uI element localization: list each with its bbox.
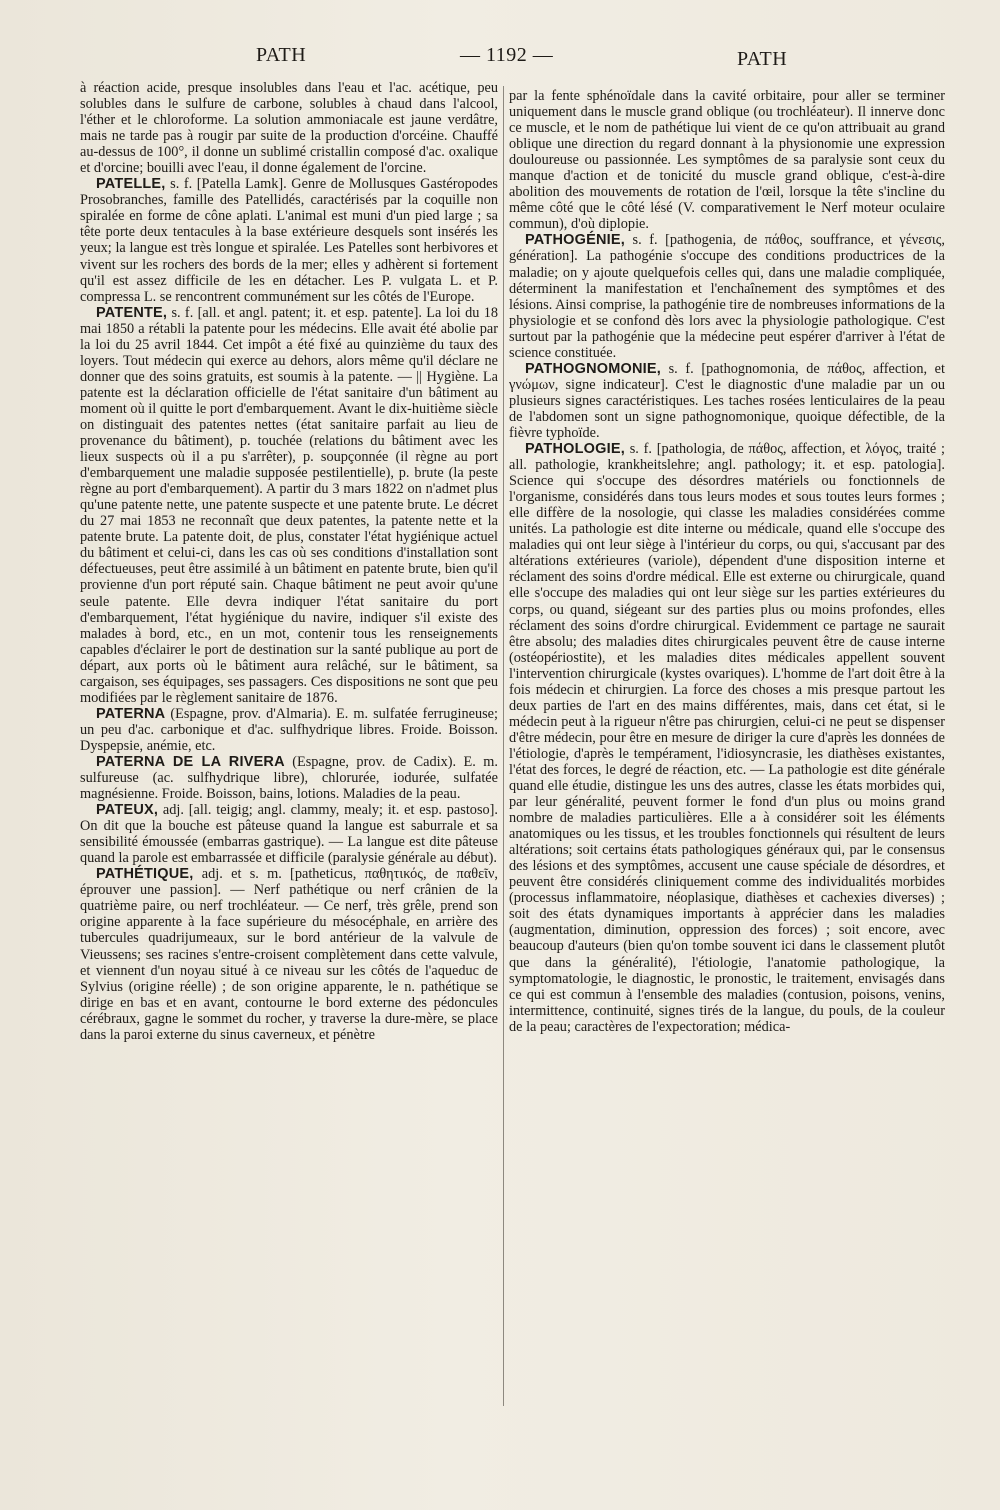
entry-text: (Espagne, prov. de Cadix). E. m. sulfureuse (ac. sulfhydrique libre), chlorurée, iodurée, sulfatée magnésienne. Froide. Boisson, bains, lotions. Maladies de la peau. bbox=[80, 753, 498, 803]
entry-pathognomonie bbox=[509, 361, 945, 441]
headword: PATERNA bbox=[96, 705, 166, 722]
headword: PATERNA DE LA RIVERA bbox=[96, 753, 285, 770]
headword: PATELLE, bbox=[96, 176, 166, 193]
entry-text: s. f. [pathologia, de πάθος, affection, et λόγος, traité ; all. pathologie, krankheitslehre; angl. pathology; it. et esp. patologia]. Science qui s'occupe des désordres matériels ou fonctionnels de l'organisme, considérés dans tous leurs modes et sous toutes leurs formes ; elle diffère de la nosologie, qui classe les maladies considérées comme unités. La pathologie est dite interne ou médicale, quand elle s'occupe des maladies qui ont leur siège à l'intérieur du corps, ou qui, s'accusant par des altérations extérieures (variole), dépendent d'une disposition interne et réclament des soins d'ordre médical. Elle est externe ou chirurgicale, quand elle s'occupe des maladies qui ont leur siège sur les parties extérieures du corps, ou quand, siégeant sur des parties plus ou moins profondes, elles réclament des soins d'ordre chirurgical. Evidemment ce partage ne saurait être absolu; des maladies dites chirurgicales peuvent être de cause interne (ostéopériostite), et les maladies dites médicales appellent souvent l'intervention chirurgicale (kystes ovariques). L'homme de l'art doit être à la fois médecin et chirurgien. La force des choses a mis presque partout les deux parties de l'art en des mains différentes, mais, dans cet état, si le médecin peut à la rigueur n'être pas chirurgien, celui-ci ne peut se dispenser d'être médecin, pour être en mesure de diriger la cure d'après les données de l'étiologie, d'après le tempérament, l'idiosyncrasie, les diathèses existantes, l'état des forces, le degré de réaction, etc. — La pathologie est dite générale quand elle étudie, distingue les uns des autres, classe les états morbides qui, par leur généralité, peuvent former le fond d'un plus ou moins grand nombre de maladies particulières. Elle a à considérer soit les éléments anatomiques ou les tissus, et les troubles fonctionnels qui résultent de leurs altérations; soit certains états pathologiques généraux qui, par le consensus des lésions et des symptômes, accusent une cause spéciale de désordres, et peuvent être considérés cliniquement comme des individualités morbides (processus inflammatoire, néoplasique, diathèses et cachexies diverses) ; soit des états dynamiques importants à apprécier dans les maladies (augmentation, diminution, oppression des forces) ; soit encore, avec beaucoup d'auteurs (bien qu'on tombe souvent ici dans le classement plutôt que dans la généralité), l'étiologie, l'anatomie pathologique, la symptomatologie, le diagnostic, le pronostic, le traitement, envisagés dans ce qui est commun à l'ensemble des maladies (contusion, poisons, venins, intermittence, continuité, signes tirés de la langue, du pouls, de la couleur de la peau; caractères de l'expectoration; médica- bbox=[509, 441, 945, 1035]
entry-patente bbox=[80, 305, 498, 706]
entry-text: s. f. [all. et angl. patent; it. et esp. patente]. La loi du 18 mai 1850 a rétabli la patente pour les médecins. Elle avait été abolie par la loi du 25 avril 1844. Cet impôt a été fixé au quinzième du taux des loyers. Tout médecin qui exerce au dehors, alors même qu'il déclare ne donner que des soins gratuits, est soumis à la patente. — || Hygiène. La patente est la déclaration officielle de l'état sanitaire d'un bâtiment au moment où il quitte le port d'embarquement. Avant le dix-huitième siècle on distinguait des patentes nettes (état sanitaire parfait au lieu de provenance du bâtiment), p. touchée (relations du bâtiment avec les lieux suspects où il a pu s'arrêter), p. soupçonnée (il règne au port d'embarquement une maladie supposée pestilentielle), p. brute (la peste règne au port d'embarquement). A partir du 3 mars 1822 on n'admet plus qu'une patente nette, une patente suspecte et une patente brute. Le décret du 27 mai 1853 ne reconnaît que deux patentes, la patente nette et la patente brute. La patente doit, de plus, constater l'état hygiénique actuel du bâtiment et celui-ci, dans les cas où ses conditions d'installation sont défectueuses, peut être assimilé à un bâtiment en patente brute, bien qu'il provienne d'un port réputé sain. Chaque bâtiment ne peut avoir qu'une seule patente. Elle devra indiquer l'état sanitaire du port d'embarquement, l'état hygiénique du navire, indiquer s'il existe des malades à bord, etc., en un mot, contenir tous les renseignements capables d'éclairer le port de destination sur la santé publique au port de départ, aux ports où le bâtiment aura relâché, sur le bâtiment, sa cargaison, ses équipages, ses passagers. Ces dispositions ne sont que peu modifiées par le règlement sanitaire de 1876. bbox=[80, 304, 499, 706]
column-divider bbox=[503, 86, 504, 1406]
entry-text: s. f. [Patella Lamk]. Genre de Mollusques Gastéropodes Prosobranches, famille des Patellidés, caractérisés par la coquille non spiralée en forme de cône aplati. L'animal est muni d'un pied large ; sa tête porte deux tentacules à la base extérieure desquels sont insérés les yeux; la langue est très longue et spiralée. Les Patelles sont herbivores et vivent sur les rochers des bords de la mer; elles y adhèrent si fortement qu'il est assez difficile de les en détacher. Les P. vulgata L. et P. compressa L. se rencontrent communément sur les côtés de l'Europe. bbox=[80, 176, 498, 305]
entry-pathologie bbox=[509, 441, 945, 1035]
page-number: — 1192 — bbox=[460, 44, 554, 66]
headword: PATENTE, bbox=[96, 304, 168, 321]
entry-pateux bbox=[80, 802, 498, 866]
entry-text: (Espagne, prov. d'Almaria). E. m. sulfatée ferrugineuse; un peu d'ac. carbonique et d'ac. sulfhydrique libres. Froide. Boisson. Dyspepsie, anémie, etc. bbox=[80, 705, 498, 754]
continued-paragraph: à réaction acide, presque insolubles dans l'eau et l'ac. acétique, peu solubles dans le sulfure de carbone, solubles à chaud dans l'alcool, l'éther et le chloroforme. La solution ammoniacale est jaune verdâtre, mais ne tarde pas à rougir par suite de la production d'orcéine. Chauffé au-dessus de 100°, il donne un sublimé cristallin composé d'ac. oxalique et d'orcine; bouilli avec l'eau, il donne également de l'orcine. bbox=[80, 80, 498, 177]
entry-pathogenie bbox=[509, 232, 945, 360]
entry-text: s. f. [pathognomonia, de πάθος, affection, et γνώμων, signe indicateur]. C'est le diagnostic d'une maladie par un ou plusieurs signes caractéristiques. Les taches rosées lenticulaires de la peau de l'abdomen sont un signe pathognomonique, quoique défectible, de la fièvre typhoïde. bbox=[509, 360, 945, 441]
entry-text: adj. et s. m. [patheticus, παθητικός, de παθεῖν, éprouver une passion]. — Nerf pathétique ou nerf crânien de la quatrième paire, ou nerf trochléateur. — Ce nerf, très grêle, prend son origine apparente à la face supérieure du mésocéphale, en arrière des tubercules quadrijumeaux, sur le bord antérieur de la valvule de Vieussens; ses racines s'entre-croisent complètement dans cette valvule, et viennent d'un noyau situé à ce niveau sur les côtés de l'aqueduc de Sylvius (origine réelle) ; de son origine apparente, le n. pathétique se dirige en bas et en avant, contourne le bord externe des pédoncules cérébraux, gagne le sommet du rocher, y traverse la dure-mère, se place dans la paroi externe du sinus caverneux, et pénètre bbox=[80, 866, 498, 1043]
entry-text: adj. [all. teigig; angl. clammy, mealy; it. et esp. pastoso]. On dit que la bouche est pâteuse quand la langue est saburrale et sa sensibilité émoussée (embarras gastrique). — La langue est dite pâteuse quand la parole est embarrassée et difficile (paralysie générale au début). bbox=[80, 802, 498, 867]
left-column bbox=[80, 80, 498, 1043]
entry-paterna bbox=[80, 706, 498, 754]
headword: PATEUX, bbox=[96, 802, 159, 819]
entry-patelle bbox=[80, 176, 498, 304]
entry-text: s. f. [pathogenia, de πάθος, souffrance, et γένεσις, génération]. La pathogénie s'occupe des conditions productrices de la maladie; on y ajoute quelquefois celles qui, dans une maladie compliquée, déterminent la manifestation et l'enchaînement des symptômes et des lésions. Ainsi comprise, la pathogénie tire de nombreuses informations de la physiologie et se confond dès lors avec la physiologie pathologique. C'est surtout par la pathogénie que la médecine peut espérer d'arriver à l'état de science constituée. bbox=[509, 232, 945, 361]
running-head bbox=[0, 44, 1000, 74]
headword: PATHOGÉNIE, bbox=[525, 232, 625, 249]
entry-paterna-de-la-rivera bbox=[80, 754, 498, 802]
headword: PATHÉTIQUE, bbox=[96, 866, 194, 883]
running-head-left: PATH bbox=[256, 44, 307, 66]
entry-pathetique bbox=[80, 866, 498, 1043]
headword: PATHOGNOMONIE, bbox=[525, 360, 661, 377]
continued-paragraph: par la fente sphénoïdale dans la cavité orbitaire, pour aller se terminer uniquement dans le muscle grand oblique (ou trochléateur). Il innerve donc ce muscle, et le nom de pathétique lui vient de ce qu'on attribuait au grand oblique une direction du regard donnant à la physionomie une expression douloureuse ou passionnée. Les symptômes de sa paralysie sont ceux du manque d'action et de tonicité du muscle grand oblique, c'est-à-dire abolition des mouvements de rotation de l'œil, lorsque la tête s'incline du même côté que le côté lésé (V. comparativement le Nerf moteur oculaire commun), d'où diplopie. bbox=[509, 88, 945, 233]
right-column bbox=[509, 88, 945, 1035]
running-head-right: PATH bbox=[737, 48, 788, 70]
headword: PATHOLOGIE, bbox=[525, 441, 625, 458]
